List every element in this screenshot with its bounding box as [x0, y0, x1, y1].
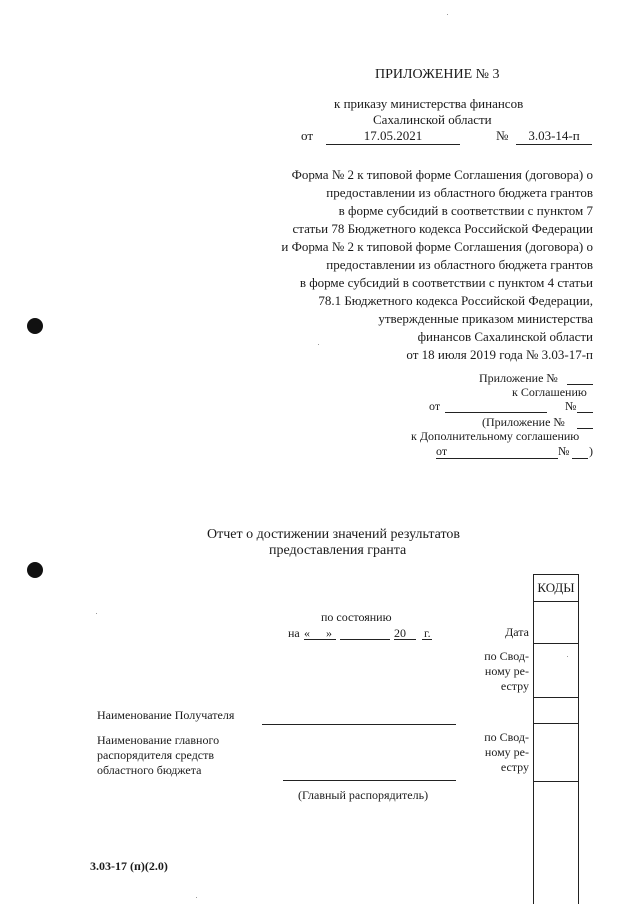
as-of-day-underline — [304, 639, 336, 640]
appendix-date-underline — [326, 144, 460, 145]
codes-header-cell — [533, 574, 579, 602]
codes-row-divider — [533, 643, 579, 644]
form-note-line: предоставлении из областного бюджета грантов — [326, 185, 593, 200]
form-note-line: в форме субсидий в соответствии с пунктом 4 статьи — [299, 275, 593, 290]
appendix-number-label: № — [496, 128, 509, 143]
registry-label-line: по Свод- — [484, 649, 529, 663]
punch-hole-bottom — [27, 562, 43, 578]
codes-column-right-border — [578, 602, 579, 904]
form-note-line: и Форма № 2 к типовой форме Соглашения (договора) о — [281, 239, 593, 254]
additional-agreement-label: к Дополнительному соглашению — [411, 429, 580, 443]
form-note-line: предоставлении из областного бюджета грантов — [326, 257, 593, 272]
as-of-year-underline — [394, 639, 416, 640]
appendix-line-1: к приказу министерства финансов — [334, 96, 524, 111]
form-note — [213, 166, 593, 364]
report-title-line-2: предоставления гранта — [269, 543, 407, 558]
scan-speck — [96, 613, 97, 614]
agreement-label: к Соглашению — [512, 385, 587, 399]
appendix-date: 17.05.2021 — [363, 128, 423, 143]
appendix-title: ПРИЛОЖЕНИЕ № 3 — [375, 67, 500, 82]
registry-label-line: по Свод- — [484, 730, 529, 744]
recipient-name-field — [262, 724, 456, 725]
scan-speck — [196, 897, 197, 898]
codes-column-left-border — [533, 602, 534, 904]
agreement-paren-appendix-label: (Приложение № — [482, 415, 565, 429]
form-note-line: финансов Сахалинской области — [417, 329, 593, 344]
registry-label-line: ному ре- — [484, 745, 529, 759]
form-code: 3.03-17 (п)(2.0) — [90, 859, 168, 873]
registry-label-line: ному ре- — [484, 664, 529, 678]
as-of-g-underline — [422, 639, 432, 640]
codes-header: КОДЫ — [537, 580, 575, 595]
appendix-number: 3.03-14-п — [528, 128, 580, 143]
report-title-line-1: Отчет о достижении значений результатов — [207, 527, 461, 542]
agreement-paren-number-blank — [577, 428, 593, 429]
as-of-label: по состоянию — [321, 610, 392, 624]
as-of-on-label: на — [288, 626, 300, 640]
additional-agreement-from-label: от — [436, 444, 448, 458]
as-of-close-quote: » — [326, 626, 332, 640]
appendix-number-underline — [516, 144, 592, 145]
recipient-label: Наименование Получателя — [97, 708, 235, 722]
agreement-date-blank — [445, 412, 547, 413]
agreement-appendix-label: Приложение № — [479, 371, 558, 385]
form-note-line: 78.1 Бюджетного кодекса Российской Федерации, — [318, 293, 593, 308]
manager-label-line: областного бюджета — [97, 763, 202, 777]
codes-date-label: Дата — [505, 625, 529, 639]
form-note-line: в форме субсидий в соответствии с пунктом 7 — [338, 203, 593, 218]
manager-label — [97, 733, 219, 778]
codes-row-divider — [533, 697, 579, 698]
as-of-year-prefix: 20 — [394, 626, 406, 640]
appendix-line-2: Сахалинской области — [373, 112, 492, 127]
manager-name-field — [283, 780, 456, 781]
additional-agreement-close-paren: ) — [589, 444, 593, 458]
punch-hole-top — [27, 318, 43, 334]
as-of-open-quote: « — [304, 626, 310, 640]
additional-agreement-number-label: № — [558, 444, 570, 458]
codes-row-divider — [533, 781, 579, 782]
agreement-from-label: от — [429, 399, 441, 413]
additional-agreement-number-blank — [572, 458, 588, 459]
manager-caption: (Главный распорядитель) — [298, 788, 429, 802]
form-note-line: статьи 78 Бюджетного кодекса Российской Федерации — [292, 221, 593, 236]
as-of-year-suffix: г. — [424, 626, 431, 640]
form-note-line: утвержденные приказом министерства — [378, 311, 593, 326]
scan-speck — [567, 656, 568, 657]
codes-registry-label-2 — [470, 730, 529, 775]
appendix-from-label: от — [301, 128, 314, 143]
agreement-number-blank — [577, 412, 593, 413]
registry-label-line: естру — [500, 760, 529, 774]
codes-row-divider — [533, 723, 579, 724]
registry-label-line: естру — [500, 679, 529, 693]
additional-agreement-date-blank — [436, 458, 558, 459]
form-note-line: Форма № 2 к типовой форме Соглашения (договора) о — [291, 167, 593, 182]
form-note-line: от 18 июля 2019 года № 3.03-17-п — [406, 347, 593, 362]
as-of-month-underline — [340, 639, 390, 640]
scan-speck — [447, 14, 448, 15]
manager-label-line: Наименование главного — [97, 733, 220, 747]
codes-registry-label-1 — [470, 649, 529, 694]
agreement-number-label: № — [565, 399, 577, 413]
manager-label-line: распорядителя средств — [97, 748, 215, 762]
